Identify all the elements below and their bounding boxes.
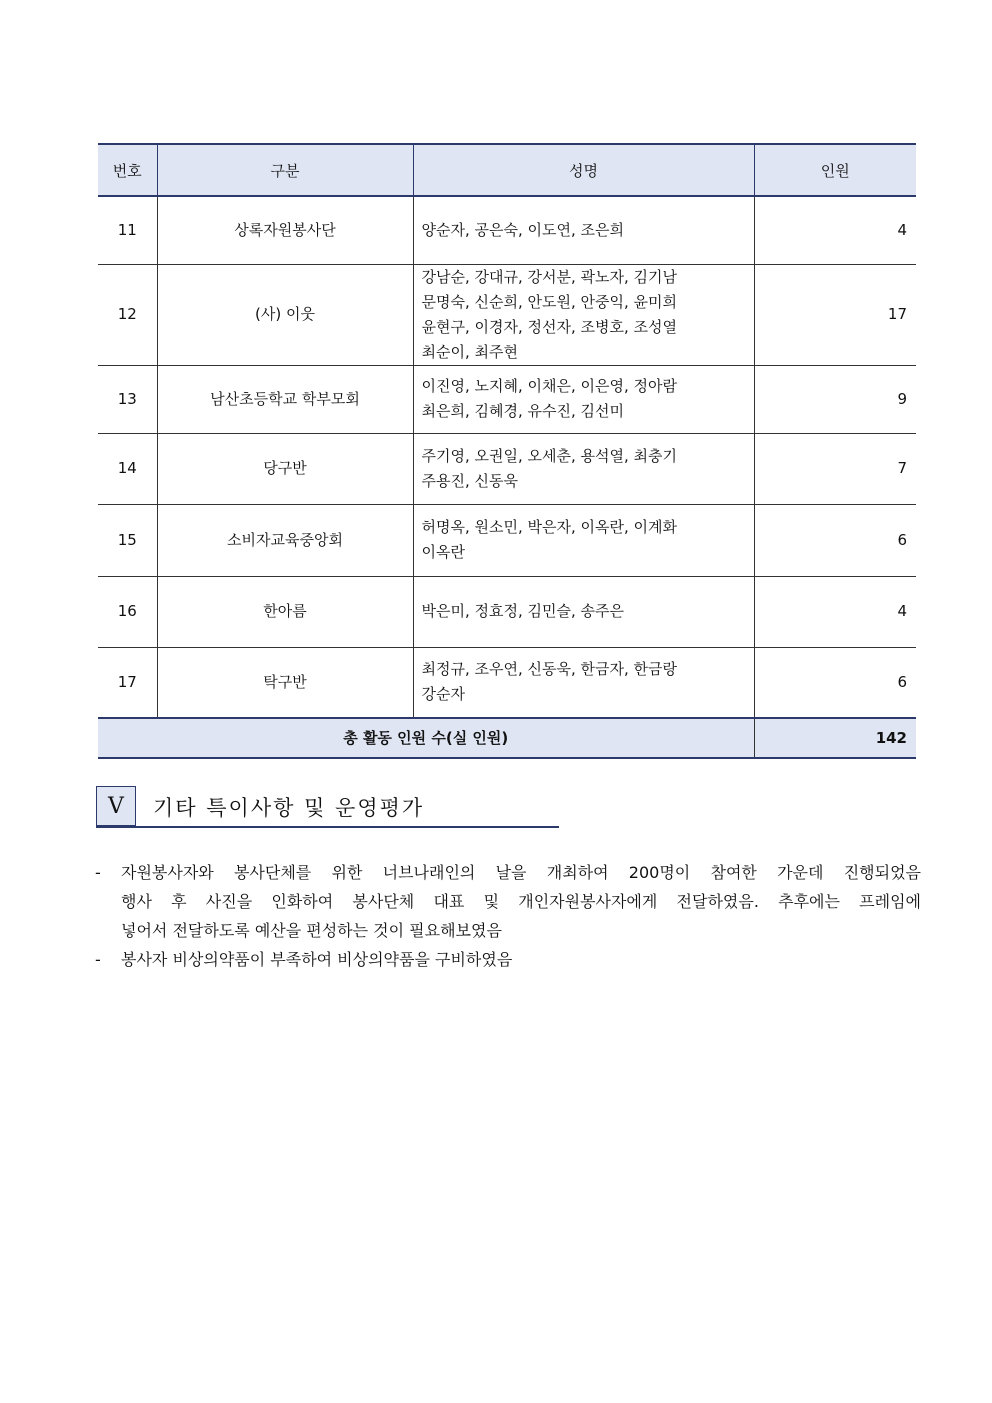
name-line: 이진영, 노지혜, 이채은, 이은영, 정아람 — [421, 377, 677, 395]
row-num: 12 — [98, 264, 157, 365]
table-row — [98, 576, 916, 647]
name-line: 허명옥, 원소민, 박은자, 이옥란, 이계화 — [421, 518, 677, 536]
row-num: 15 — [98, 504, 157, 576]
note-line: 행사 후 사진을 인화하여 봉사단체 대표 및 개인자원봉사자에게 전달하였음. 추후에는 프레임에 — [121, 892, 921, 911]
row-group: 소비자교육중앙회 — [157, 504, 413, 576]
row-count: 6 — [754, 504, 916, 576]
name-line: 이옥란 — [421, 543, 465, 561]
total-row — [98, 718, 916, 758]
row-group: 당구반 — [157, 433, 413, 504]
section-number: Ⅴ — [96, 786, 136, 826]
row-count: 6 — [754, 647, 916, 718]
section-heading — [96, 786, 559, 828]
name-line: 강순자 — [421, 685, 465, 704]
table-header-row — [98, 144, 916, 196]
row-count: 17 — [754, 264, 916, 365]
row-num: 16 — [98, 576, 157, 647]
row-names — [413, 647, 754, 718]
note-line: 봉사자 비상의약품이 부족하여 비상의약품을 구비하였음 — [121, 950, 513, 969]
table-row — [98, 365, 916, 433]
name-line: 주용진, 신동욱 — [421, 471, 518, 490]
header-count: 인원 — [754, 144, 916, 196]
total-value: 142 — [754, 718, 916, 758]
note-item — [95, 945, 921, 974]
row-count: 4 — [754, 576, 916, 647]
name-line: 문명숙, 신순희, 안도원, 안중익, 윤미희 — [421, 292, 677, 311]
row-names — [413, 196, 754, 264]
row-num: 13 — [98, 365, 157, 433]
row-num: 17 — [98, 647, 157, 718]
row-group: 한아름 — [157, 576, 413, 647]
name-line: 박은미, 정효정, 김민슬, 송주은 — [421, 602, 624, 620]
note-line: 자원봉사자와 봉사단체를 위한 너브나래인의 날을 개최하여 200명이 참여한 가운데 진행되었음 — [121, 863, 921, 882]
section-title: 기타 특이사항 및 운영평가 — [153, 796, 425, 820]
name-line: 최정규, 조우연, 신동욱, 한금자, 한금랑 — [421, 660, 677, 679]
header-group: 구분 — [157, 144, 413, 196]
note-item — [95, 858, 921, 945]
total-label: 총 활동 인원 수(실 인원) — [98, 718, 754, 758]
row-group: (사) 이웃 — [157, 264, 413, 365]
row-names — [413, 264, 754, 365]
header-names: 성명 — [413, 144, 754, 196]
row-count: 9 — [754, 365, 916, 433]
row-group: 탁구반 — [157, 647, 413, 718]
row-names — [413, 365, 754, 433]
row-group: 남산초등학교 학부모회 — [157, 365, 413, 433]
notes-list — [95, 858, 921, 974]
table-row — [98, 504, 916, 576]
volunteer-table — [98, 143, 916, 759]
section-underline — [96, 826, 559, 828]
table-row — [98, 264, 916, 365]
row-num: 14 — [98, 433, 157, 504]
name-line: 윤현구, 이경자, 정선자, 조병호, 조성열 — [421, 317, 677, 336]
table-row — [98, 647, 916, 718]
header-num: 번호 — [98, 144, 157, 196]
name-line: 주기영, 오권일, 오세춘, 용석열, 최충기 — [421, 446, 677, 465]
table-row — [98, 433, 916, 504]
row-names — [413, 576, 754, 647]
row-names — [413, 433, 754, 504]
name-line: 최순이, 최주현 — [421, 342, 518, 361]
note-line: 넣어서 전달하도록 예산을 편성하는 것이 필요해보였음 — [121, 921, 502, 940]
row-count: 7 — [754, 433, 916, 504]
note-dash: - — [95, 950, 101, 969]
name-line: 최은희, 김혜경, 유수진, 김선미 — [421, 402, 624, 420]
note-dash: - — [95, 863, 101, 882]
row-names — [413, 504, 754, 576]
name-line: 강남순, 강대규, 강서분, 곽노자, 김기남 — [421, 267, 677, 286]
row-num: 11 — [98, 196, 157, 264]
table-row — [98, 196, 916, 264]
row-group: 상록자원봉사단 — [157, 196, 413, 264]
row-count: 4 — [754, 196, 916, 264]
name-line: 양순자, 공은숙, 이도연, 조은희 — [421, 220, 624, 239]
